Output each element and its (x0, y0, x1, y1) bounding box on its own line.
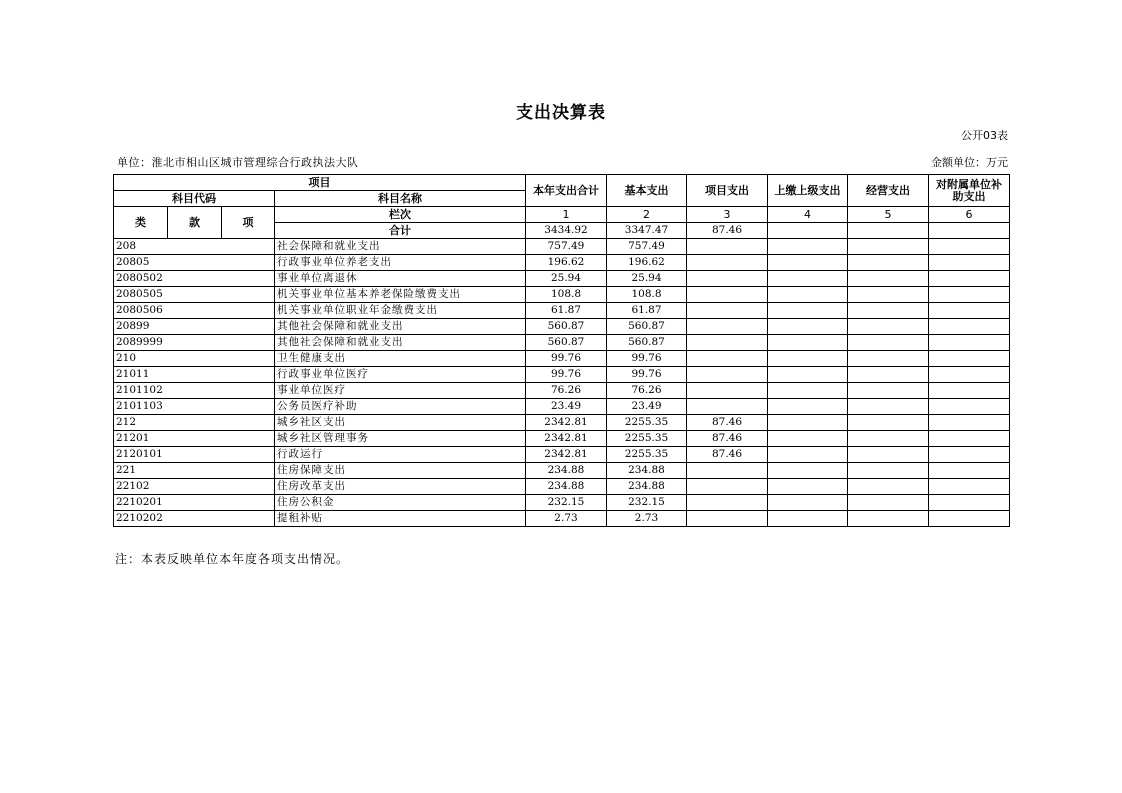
header-xiangmu: 项目 (114, 175, 526, 191)
amount-cell (848, 239, 929, 255)
amount-cell: 2255.35 (607, 447, 687, 463)
subject-name: 住房改革支出 (275, 479, 526, 495)
table-row (114, 479, 1010, 495)
amount-cell (848, 383, 929, 399)
subject-name: 事业单位医疗 (275, 383, 526, 399)
amount-cell: 25.94 (607, 271, 687, 287)
subject-code: 210 (114, 351, 275, 367)
amount-cell (848, 271, 929, 287)
form-number: 公开03表 (961, 129, 1008, 142)
amount-cell: 2255.35 (607, 415, 687, 431)
table-row (114, 415, 1010, 431)
amount-cell: 757.49 (526, 239, 607, 255)
table-row (114, 335, 1010, 351)
amount-cell (929, 463, 1010, 479)
table-row (114, 511, 1010, 527)
total-value: 3347.47 (607, 223, 687, 239)
amount-cell: 234.88 (526, 463, 607, 479)
amount-cell (687, 479, 768, 495)
amount-cell: 108.8 (526, 287, 607, 303)
amount-cell: 234.88 (526, 479, 607, 495)
amount-cell: 87.46 (687, 431, 768, 447)
amount-cell: 61.87 (607, 303, 687, 319)
amount-cell (929, 335, 1010, 351)
amount-cell: 232.15 (526, 495, 607, 511)
table-row (114, 319, 1010, 335)
amount-cell (768, 367, 848, 383)
amount-cell (687, 495, 768, 511)
amount-cell (929, 255, 1010, 271)
amount-cell (768, 463, 848, 479)
amount-cell: 99.76 (526, 367, 607, 383)
subject-code: 221 (114, 463, 275, 479)
subject-name: 机关事业单位基本养老保险缴费支出 (275, 287, 526, 303)
amount-cell (768, 255, 848, 271)
amount-cell (848, 335, 929, 351)
table-row (114, 287, 1010, 303)
table-row (114, 271, 1010, 287)
table-row (114, 239, 1010, 255)
header-col-4: 上缴上级支出 (768, 175, 848, 207)
amount-cell (687, 351, 768, 367)
total-value: 3434.92 (526, 223, 607, 239)
amount-cell (687, 463, 768, 479)
amount-cell (687, 255, 768, 271)
header-xiang: 项 (222, 207, 275, 239)
amount-cell: 560.87 (607, 335, 687, 351)
amount-cell (929, 431, 1010, 447)
amount-cell (929, 447, 1010, 463)
amount-cell (848, 511, 929, 527)
amount-cell (768, 271, 848, 287)
amount-cell (929, 367, 1010, 383)
col-num-2: 2 (607, 207, 687, 223)
subject-code: 2120101 (114, 447, 275, 463)
footnote: 注：本表反映单位本年度各项支出情况。 (115, 552, 350, 566)
table-row (114, 431, 1010, 447)
amount-cell (848, 495, 929, 511)
header-kuan: 款 (168, 207, 222, 239)
amount-cell: 23.49 (607, 399, 687, 415)
amount-cell: 87.46 (687, 415, 768, 431)
subject-name: 住房保障支出 (275, 463, 526, 479)
subject-name: 行政事业单位养老支出 (275, 255, 526, 271)
subject-code: 2210201 (114, 495, 275, 511)
header-lei: 类 (114, 207, 168, 239)
col-num-6: 6 (929, 207, 1010, 223)
subject-name: 城乡社区支出 (275, 415, 526, 431)
amount-cell (687, 399, 768, 415)
amount-unit-label: 金额单位：万元 (931, 156, 1008, 169)
header-col-6: 对附属单位补助支出 (929, 175, 1010, 207)
amount-cell: 108.8 (607, 287, 687, 303)
table-row (114, 303, 1010, 319)
subject-code: 20899 (114, 319, 275, 335)
amount-cell (929, 495, 1010, 511)
amount-cell: 560.87 (526, 319, 607, 335)
subject-code: 212 (114, 415, 275, 431)
amount-cell (929, 287, 1010, 303)
amount-cell (848, 447, 929, 463)
amount-cell (848, 399, 929, 415)
amount-cell: 234.88 (607, 463, 687, 479)
amount-cell (687, 287, 768, 303)
table-row (114, 351, 1010, 367)
amount-cell: 232.15 (607, 495, 687, 511)
amount-cell (768, 239, 848, 255)
subject-code: 208 (114, 239, 275, 255)
subject-name: 行政事业单位医疗 (275, 367, 526, 383)
header-col-1: 本年支出合计 (526, 175, 607, 207)
amount-cell (929, 351, 1010, 367)
amount-cell (929, 399, 1010, 415)
subject-name: 公务员医疗补助 (275, 399, 526, 415)
header-col-3: 项目支出 (687, 175, 768, 207)
subject-name: 提租补贴 (275, 511, 526, 527)
page-title: 支出决算表 (516, 103, 606, 123)
subject-code: 2080505 (114, 287, 275, 303)
amount-cell (929, 479, 1010, 495)
amount-cell: 76.26 (607, 383, 687, 399)
subject-name: 卫生健康支出 (275, 351, 526, 367)
amount-cell: 23.49 (526, 399, 607, 415)
amount-cell (848, 463, 929, 479)
subject-code: 2101103 (114, 399, 275, 415)
amount-cell (768, 431, 848, 447)
subject-name: 社会保障和就业支出 (275, 239, 526, 255)
subject-code: 21011 (114, 367, 275, 383)
amount-cell: 560.87 (526, 335, 607, 351)
subject-name: 城乡社区管理事务 (275, 431, 526, 447)
amount-cell: 757.49 (607, 239, 687, 255)
amount-cell: 2342.81 (526, 431, 607, 447)
amount-cell (768, 479, 848, 495)
col-num-4: 4 (768, 207, 848, 223)
amount-cell (687, 271, 768, 287)
amount-cell (929, 303, 1010, 319)
table-row (114, 463, 1010, 479)
amount-cell: 25.94 (526, 271, 607, 287)
amount-cell (929, 271, 1010, 287)
amount-cell: 560.87 (607, 319, 687, 335)
amount-cell (768, 351, 848, 367)
amount-cell: 2.73 (607, 511, 687, 527)
amount-cell (929, 383, 1010, 399)
amount-cell (929, 319, 1010, 335)
amount-cell (848, 255, 929, 271)
amount-cell: 87.46 (687, 447, 768, 463)
amount-cell: 2342.81 (526, 415, 607, 431)
subject-code: 2089999 (114, 335, 275, 351)
amount-cell: 99.76 (607, 367, 687, 383)
amount-cell (768, 319, 848, 335)
amount-cell: 2.73 (526, 511, 607, 527)
amount-cell (687, 383, 768, 399)
header-lanci: 栏次 (275, 207, 526, 223)
amount-cell (848, 479, 929, 495)
subject-code: 2080502 (114, 271, 275, 287)
amount-cell (768, 415, 848, 431)
total-value (929, 223, 1010, 239)
amount-cell (768, 303, 848, 319)
subject-name: 住房公积金 (275, 495, 526, 511)
amount-cell (929, 239, 1010, 255)
col-num-5: 5 (848, 207, 929, 223)
total-label: 合计 (275, 223, 526, 239)
header-col-2: 基本支出 (607, 175, 687, 207)
subject-name: 机关事业单位职业年金缴费支出 (275, 303, 526, 319)
subject-code: 21201 (114, 431, 275, 447)
table-row (114, 447, 1010, 463)
table-row (114, 399, 1010, 415)
amount-cell (768, 399, 848, 415)
amount-cell (848, 415, 929, 431)
table-row (114, 255, 1010, 271)
amount-cell (687, 303, 768, 319)
amount-cell (768, 447, 848, 463)
col-num-3: 3 (687, 207, 768, 223)
header-kemu-mingcheng: 科目名称 (275, 191, 526, 207)
subject-code: 20805 (114, 255, 275, 271)
amount-cell (848, 287, 929, 303)
amount-cell (687, 367, 768, 383)
subject-code: 2080506 (114, 303, 275, 319)
subject-code: 22102 (114, 479, 275, 495)
amount-cell (687, 335, 768, 351)
amount-cell (687, 511, 768, 527)
amount-cell (768, 335, 848, 351)
amount-cell (768, 511, 848, 527)
table-row (114, 495, 1010, 511)
amount-cell (768, 287, 848, 303)
table-row (114, 383, 1010, 399)
amount-cell: 99.76 (607, 351, 687, 367)
amount-cell: 61.87 (526, 303, 607, 319)
amount-cell (768, 383, 848, 399)
subject-name: 其他社会保障和就业支出 (275, 319, 526, 335)
amount-cell (848, 367, 929, 383)
amount-cell: 234.88 (607, 479, 687, 495)
amount-cell: 76.26 (526, 383, 607, 399)
amount-cell (929, 511, 1010, 527)
amount-cell: 2255.35 (607, 431, 687, 447)
subject-name: 其他社会保障和就业支出 (275, 335, 526, 351)
subject-name: 事业单位离退休 (275, 271, 526, 287)
amount-cell: 196.62 (526, 255, 607, 271)
amount-cell (848, 303, 929, 319)
amount-cell: 196.62 (607, 255, 687, 271)
unit-label: 单位：淮北市相山区城市管理综合行政执法大队 (117, 156, 359, 169)
total-value (768, 223, 848, 239)
amount-cell: 99.76 (526, 351, 607, 367)
amount-cell (768, 495, 848, 511)
amount-cell (848, 351, 929, 367)
subject-code: 2101102 (114, 383, 275, 399)
header-col-5: 经营支出 (848, 175, 929, 207)
total-value: 87.46 (687, 223, 768, 239)
total-value (848, 223, 929, 239)
amount-cell (687, 319, 768, 335)
table-row (114, 367, 1010, 383)
expenditure-table (113, 174, 1010, 527)
subject-code: 2210202 (114, 511, 275, 527)
amount-cell (929, 415, 1010, 431)
amount-cell: 2342.81 (526, 447, 607, 463)
amount-cell (848, 319, 929, 335)
col-num-1: 1 (526, 207, 607, 223)
header-kemu-daima: 科目代码 (114, 191, 275, 207)
amount-cell (687, 239, 768, 255)
subject-name: 行政运行 (275, 447, 526, 463)
amount-cell (848, 431, 929, 447)
